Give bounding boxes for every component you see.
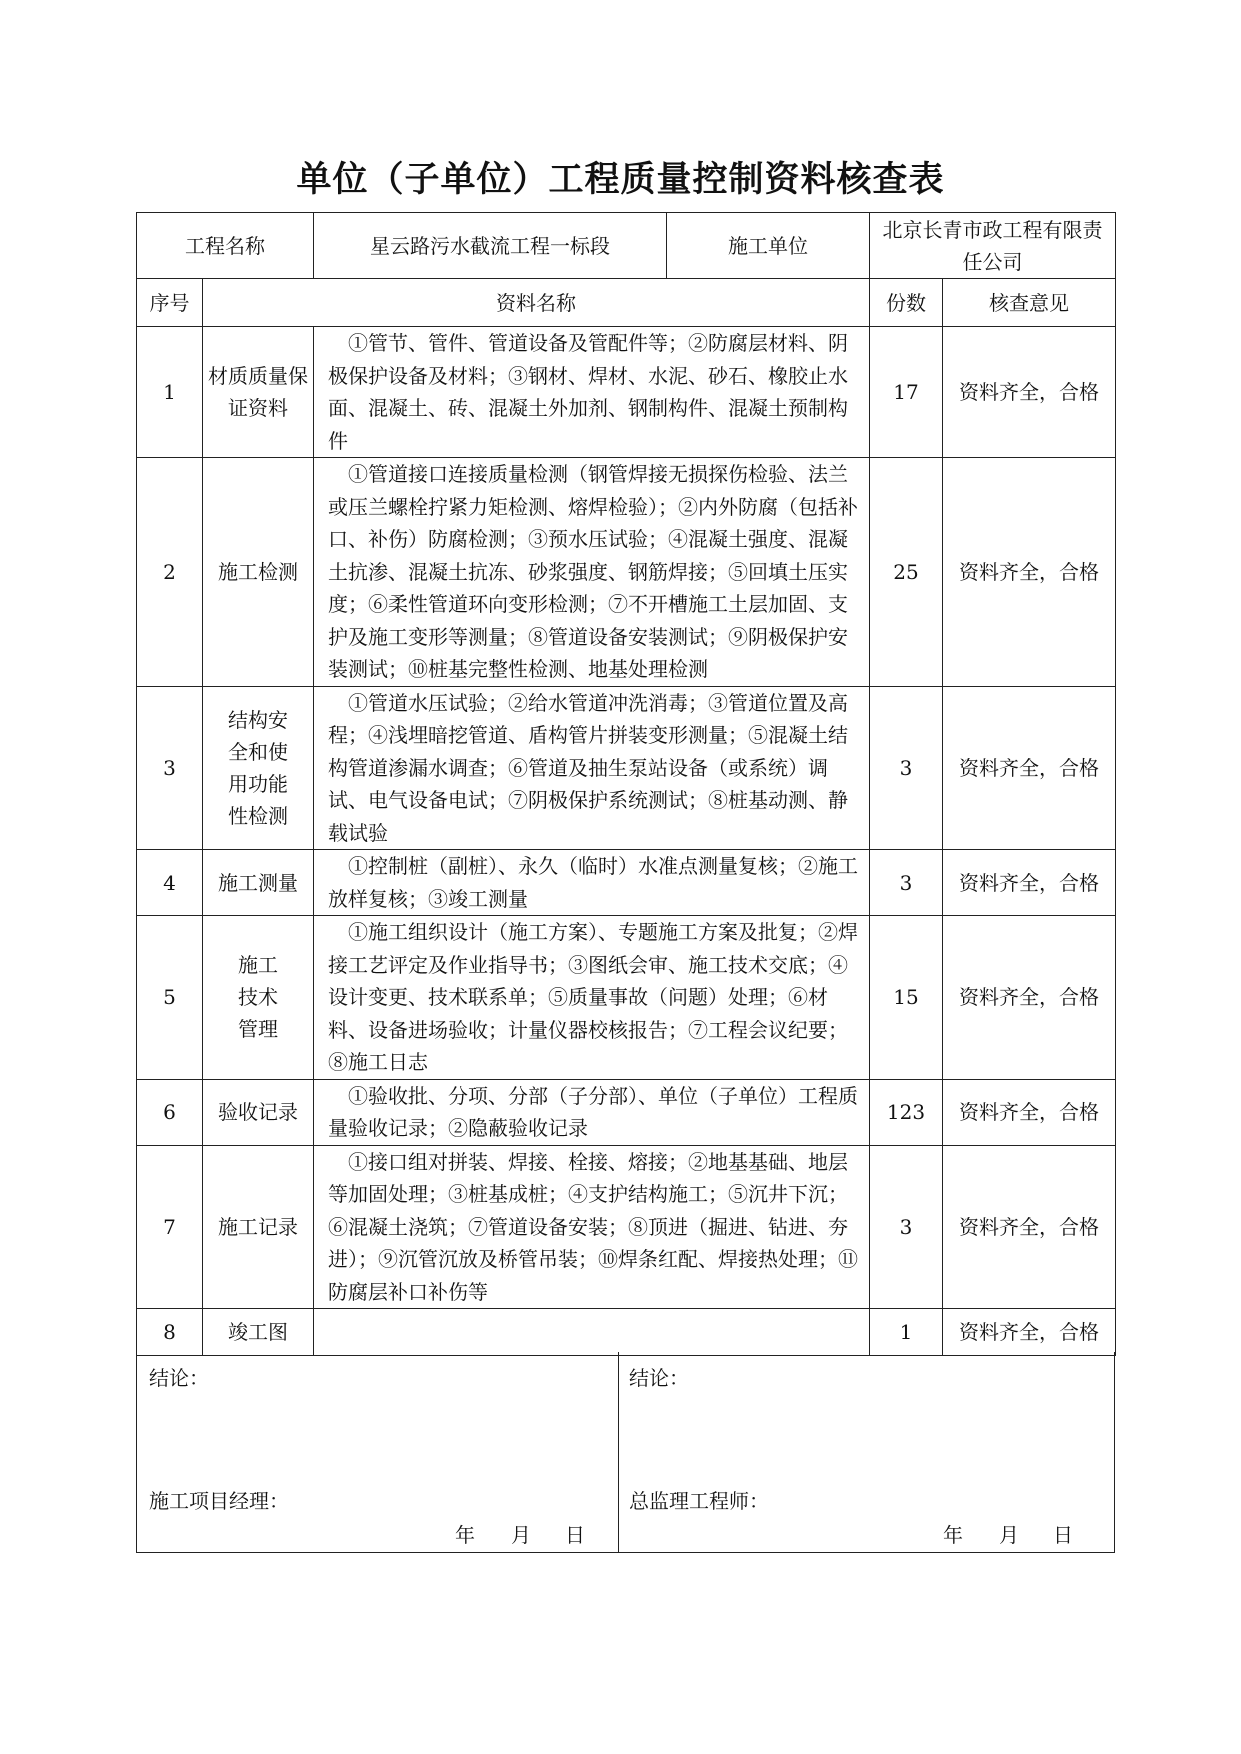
row-opinion: 资料齐全，合格: [943, 686, 1116, 850]
check-table: [136, 212, 1115, 1356]
row-opinion: 资料齐全，合格: [943, 850, 1116, 916]
row-opinion: 资料齐全，合格: [943, 458, 1116, 687]
row-opinion: 资料齐全，合格: [943, 1309, 1116, 1356]
row-opinion: 资料齐全，合格: [943, 327, 1116, 458]
row-copies: 1: [870, 1309, 943, 1356]
left-conclusion-label: 结论：: [149, 1366, 209, 1390]
table-row: [137, 1145, 1116, 1309]
row-category: 施工记录: [203, 1145, 314, 1309]
table-row: [137, 1079, 1116, 1145]
right-signer-label: 总监理工程师：: [629, 1489, 769, 1513]
row-content: ①管道水压试验；②给水管道冲洗消毒；③管道位置及高程；④浅埋暗挖管道、盾构管片拼装变形测量；⑤混凝土结构管道渗漏水调查；⑥管道及抽生泵站设备（或系统）调试、电气设备电试；⑦阴极保护系统测试；⑧桩基动测、静载试验: [314, 686, 870, 850]
row-category: 结构安全和使用功能性检测: [203, 686, 314, 850]
row-category: 施工技术管理: [203, 916, 314, 1080]
row-copies: 123: [870, 1079, 943, 1145]
column-header-row: [137, 279, 1116, 327]
left-date-year: 年: [455, 1523, 475, 1547]
row-opinion: 资料齐全，合格: [943, 1145, 1116, 1309]
row-seq: 7: [137, 1145, 203, 1309]
row-category: 施工测量: [203, 850, 314, 916]
row-seq: 6: [137, 1079, 203, 1145]
col-name: 资料名称: [203, 279, 870, 327]
row-copies: 3: [870, 850, 943, 916]
right-date-year: 年: [943, 1523, 963, 1547]
row-seq: 2: [137, 458, 203, 687]
table-row: [137, 850, 1116, 916]
row-content: ①接口组对拼装、焊接、栓接、熔接；②地基基础、地层等加固处理；③桩基成桩；④支护结构施工；⑤沉井下沉；⑥混凝土浇筑；⑦管道设备安装；⑧顶进（掘进、钻进、夯进）；⑨沉管沉放及桥管吊装；⑩焊条红配、焊接热处理；⑪防腐层补口补伤等: [314, 1145, 870, 1309]
row-content: ①管节、管件、管道设备及管配件等；②防腐层材料、阴极保护设备及材料；③钢材、焊材、水泥、砂石、橡胶止水面、混凝土、砖、混凝土外加剂、钢制构件、混凝土预制构件: [314, 327, 870, 458]
row-category: 竣工图: [203, 1309, 314, 1356]
project-name: 星云路污水截流工程一标段: [314, 213, 667, 279]
row-opinion: 资料齐全，合格: [943, 1079, 1116, 1145]
row-copies: 3: [870, 1145, 943, 1309]
row-copies: 25: [870, 458, 943, 687]
row-content: ①验收批、分项、分部（子分部）、单位（子单位）工程质量验收记录；②隐蔽验收记录: [314, 1079, 870, 1145]
table-row: [137, 1309, 1116, 1356]
row-category: 材质质量保证资料: [203, 327, 314, 458]
table-row: [137, 686, 1116, 850]
row-copies: 3: [870, 686, 943, 850]
row-seq: 3: [137, 686, 203, 850]
row-content: ①控制桩（副桩）、永久（临时）水准点测量复核；②施工放样复核；③竣工测量: [314, 850, 870, 916]
col-copies: 份数: [870, 279, 943, 327]
row-copies: 15: [870, 916, 943, 1080]
row-category: 施工检测: [203, 458, 314, 687]
row-content: ①管道接口连接质量检测（钢管焊接无损探伤检验、法兰或压兰螺栓拧紧力矩检测、熔焊检验）；②内外防腐（包括补口、补伤）防腐检测；③预水压试验；④混凝土强度、混凝土抗渗、混凝土抗冻、砂浆强度、钢筋焊接；⑤回填土压实度；⑥柔性管道环向变形检测；⑦不开槽施工土层加固、支护及施工变形等测量；⑧管道设备安装测试；⑨阴极保护安装测试；⑩桩基完整性检测、地基处理检测: [314, 458, 870, 687]
row-seq: 4: [137, 850, 203, 916]
left-signer-label: 施工项目经理：: [149, 1489, 289, 1513]
left-date-month: 月: [511, 1523, 531, 1547]
row-content: ①施工组织设计（施工方案）、专题施工方案及批复；②焊接工艺评定及作业指导书；③图纸会审、施工技术交底；④设计变更、技术联系单；⑤质量事故（问题）处理；⑥材料、设备进场验收；计量仪器校核报告；⑦工程会议纪要；⑧施工日志: [314, 916, 870, 1080]
table-row: [137, 916, 1116, 1080]
row-copies: 17: [870, 327, 943, 458]
contractor-name: 北京长青市政工程有限责任公司: [870, 213, 1116, 279]
header-row: [137, 213, 1116, 279]
right-date-day: 日: [1053, 1523, 1073, 1547]
row-seq: 5: [137, 916, 203, 1080]
row-seq: 1: [137, 327, 203, 458]
signoff-section: [136, 1352, 1115, 1553]
row-seq: 8: [137, 1309, 203, 1356]
col-opinion: 核查意见: [943, 279, 1116, 327]
project-name-label: 工程名称: [137, 213, 314, 279]
col-seq: 序号: [137, 279, 203, 327]
row-category: 验收记录: [203, 1079, 314, 1145]
table-row: [137, 327, 1116, 458]
row-content: [314, 1309, 870, 1356]
page-title: 单位（子单位）工程质量控制资料核查表: [296, 159, 945, 200]
contractor-label: 施工单位: [667, 213, 870, 279]
right-conclusion-label: 结论：: [629, 1366, 689, 1390]
row-opinion: 资料齐全，合格: [943, 916, 1116, 1080]
signoff-divider: [618, 1352, 619, 1552]
table-row: [137, 458, 1116, 687]
left-date-day: 日: [565, 1523, 585, 1547]
right-date-month: 月: [999, 1523, 1019, 1547]
